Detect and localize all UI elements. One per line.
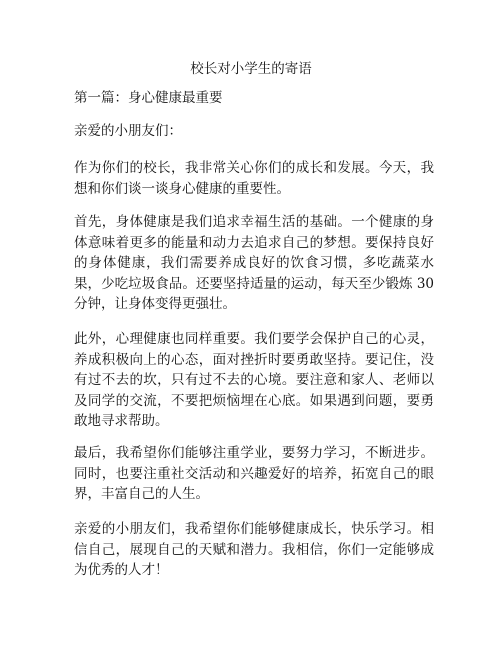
mental-health-paragraph: 此外，心理健康也同样重要。我们要学会保护自己的心灵，养成积极向上的心态，面对挫折时要勇敢坚持。要记住，没有过不去的坎，只有过不去的心境。要注意和家人、老师以及同学的交流，不要把烦恼埋在心底。如果遇到问题，要勇敢地寻求帮助。 <box>74 331 434 430</box>
physical-health-paragraph: 首先，身体健康是我们追求幸福生活的基础。一个健康的身体意味着更多的能量和动力去追求自己的梦想。要保持良好的身体健康，我们需要养成良好的饮食习惯，多吃蔬菜水果，少吃垃圾食品。还要坚持适量的运动，每天至少锻炼 30 分钟，让身体变得更强壮。 <box>74 214 434 313</box>
section-heading: 第一篇：身心健康最重要 <box>74 90 223 106</box>
greeting-paragraph: 亲爱的小朋友们： <box>74 123 182 139</box>
document-title: 校长对小学生的寄语 <box>190 61 312 77</box>
study-paragraph: 最后，我希望你们能够注重学业，要努力学习，不断进步。同时，也要注重社交活动和兴趣爱好的培养，拓宽自己的眼界，丰富自己的人生。 <box>74 445 434 503</box>
closing-paragraph: 亲爱的小朋友们，我希望你们能够健康成长，快乐学习。相信自己，展现自己的天赋和潜力。我相信，你们一定能够成为优秀的人才！ <box>74 521 434 579</box>
intro-paragraph: 作为你们的校长，我非常关心你们的成长和发展。今天，我想和你们谈一谈身心健康的重要性。 <box>74 160 434 197</box>
